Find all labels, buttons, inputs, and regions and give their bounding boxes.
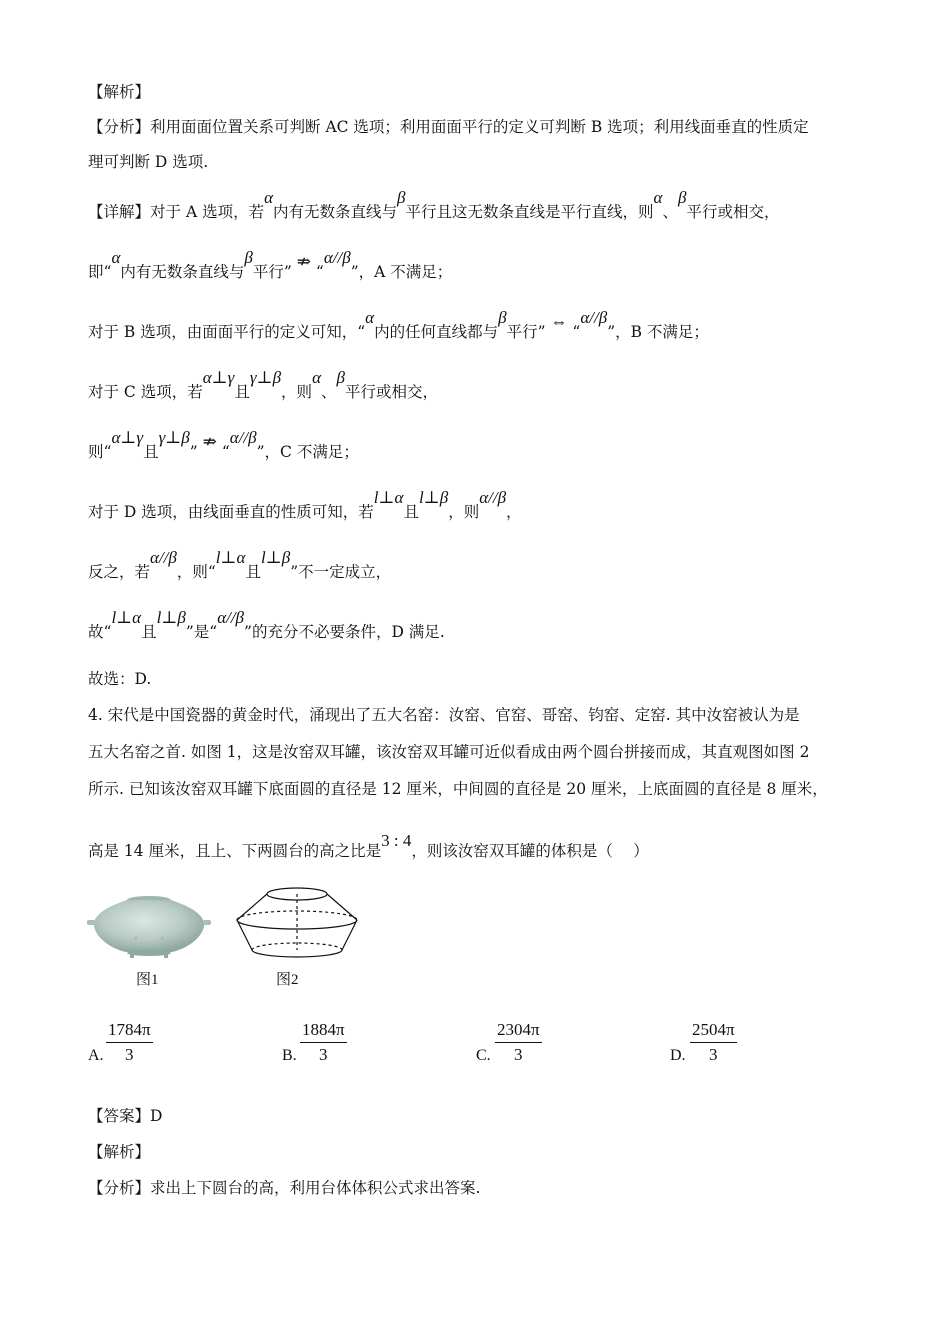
jiexi-heading-2: 【解析】 [88, 1143, 151, 1161]
text: 对于 A 选项，若 [150, 203, 265, 221]
text: ，则 [281, 383, 313, 401]
text: 对于 B 选项，由面面平行的定义可知，“ [88, 323, 366, 341]
fenxi-tag: 【分析】 [88, 1179, 151, 1197]
l-symbol: l [111, 608, 117, 627]
alpha-symbol: α [264, 188, 274, 207]
fenxi-tag: 【分析】 [88, 118, 151, 136]
line-c-2 [88, 428, 359, 462]
answer-line: 【答案】D [88, 1107, 163, 1125]
option-b-fraction [300, 1018, 347, 1067]
alpha-symbol: α [365, 308, 375, 327]
text: 反之，若 [88, 563, 151, 581]
fenxi-line-1 [88, 117, 809, 137]
q4-line-3: 所示. 已知该汝窑双耳罐下底面圆的直径是 12 厘米，中间圆的直径是 20 厘米，上底面圆的直径是 8 厘米， [88, 780, 828, 798]
option-a-den: 3 [125, 1045, 134, 1064]
line-d [88, 488, 522, 522]
perp-symbol: ⊥ [378, 488, 395, 507]
text: ，则该汝窑双耳罐的体积是（ ） [411, 842, 649, 860]
text: “ [221, 443, 230, 461]
beta-symbol: β [336, 368, 345, 387]
gamma-symbol: γ [136, 428, 144, 447]
xiangjie-tag: 【详解】 [88, 203, 151, 221]
perp-symbol: ⊥ [116, 608, 133, 627]
alpha-symbol: α [202, 368, 212, 387]
text: ”，B 不满足； [607, 323, 709, 341]
text: 对于 D 选项，由线面垂直的性质可知，若 [88, 503, 374, 521]
q4-line-1: 4. 宋代是中国瓷器的黄金时代，涌现出了五大名窑：汝窑、官窑、哥窑、钧窑、定窑. 其中汝窑被认为是 [88, 706, 800, 724]
line-g [88, 608, 445, 642]
text: 即“ [88, 263, 112, 281]
vase-photo [86, 890, 212, 962]
parallel-expr: α//β [580, 308, 608, 327]
text: 、 [662, 203, 678, 221]
alpha-symbol: α [111, 248, 121, 267]
option-d-fraction [690, 1018, 737, 1067]
parallel-expr: α//β [479, 488, 507, 507]
beta-symbol: β [439, 488, 449, 507]
beta-symbol: β [677, 188, 687, 207]
q4-line-2: 五大名窑之首. 如图 1，这是汝窑双耳罐，该汝窑双耳罐可近似看成由两个圆台拼接而成，其直观图如图 2 [88, 743, 810, 761]
parallel-expr: α//β [217, 608, 245, 627]
text: 内有无数条直线与 [273, 203, 398, 221]
text: ”不一定成立， [290, 563, 392, 581]
option-c-label: C. [476, 1047, 491, 1064]
text: 平行” [506, 323, 546, 341]
line-c [88, 368, 438, 402]
text: ， [506, 503, 522, 521]
line-f [88, 548, 392, 582]
ratio-expr: 3 : 4 [381, 831, 412, 850]
text: 且 [234, 383, 250, 401]
option-c-den: 3 [514, 1045, 523, 1064]
text: ” [189, 443, 198, 461]
frustum-diagram [232, 884, 362, 964]
beta-symbol: β [244, 248, 253, 267]
text: 则“ [88, 443, 112, 461]
text: ”是“ [185, 623, 218, 641]
perp-symbol: ⊥ [423, 488, 440, 507]
perp-symbol: ⊥ [165, 428, 182, 447]
text: 且 [403, 503, 419, 521]
xiangjie-line-a [88, 188, 780, 222]
fenxi-text-1: 利用面面位置关系可判断 AC 选项；利用面面平行的定义可判断 B 选项；利用线面垂直的性质定 [150, 118, 809, 136]
perp-symbol: ⊥ [161, 608, 178, 627]
line-a-2 [88, 248, 453, 282]
text: 对于 C 选项，若 [88, 383, 203, 401]
alpha-symbol: α [653, 188, 663, 207]
perp-symbol: ⊥ [256, 368, 273, 387]
alpha-symbol: α [236, 548, 246, 567]
text: ，则“ [176, 563, 216, 581]
text: 平行” [252, 263, 292, 281]
iff-symbol: ⇔ [550, 312, 568, 331]
text: ”，A 不满足； [350, 263, 453, 281]
option-c-fraction [495, 1018, 542, 1067]
option-a-label: A. [88, 1047, 104, 1064]
text: 内的任何直线都与 [374, 323, 499, 341]
not-imply-symbol: ⇏ [296, 252, 311, 271]
text: 故“ [88, 623, 112, 641]
fenxi-line-q4 [88, 1178, 480, 1198]
fenxi-text: 求出上下圆台的高，利用台体体积公式求出答案. [150, 1179, 481, 1197]
text: 高是 14 厘米，且上、下两圆台的高之比是 [88, 842, 382, 860]
option-d-den: 3 [709, 1045, 718, 1064]
alpha-symbol: α [394, 488, 404, 507]
text: 且 [141, 623, 157, 641]
option-b-den: 3 [319, 1045, 328, 1064]
beta-symbol: β [272, 368, 282, 387]
gamma-symbol: γ [158, 428, 166, 447]
l-symbol: l [418, 488, 424, 507]
text: 、 [321, 383, 337, 401]
parallel-expr: α//β [229, 428, 257, 447]
gamma-symbol: γ [249, 368, 257, 387]
jiexi-heading: 【解析】 [88, 83, 151, 101]
beta-symbol: β [397, 188, 406, 207]
perp-symbol: ⊥ [265, 548, 282, 567]
guxuan-line: 故选：D. [88, 670, 152, 688]
fig1-caption: 图1 [136, 972, 159, 988]
fig2-caption: 图2 [276, 972, 299, 988]
option-d-label: D. [670, 1047, 686, 1064]
option-b-num: 1884π [300, 1018, 347, 1043]
text: ”的充分不必要条件，D 满足. [244, 623, 445, 641]
perp-symbol: ⊥ [211, 368, 228, 387]
text: 平行且这无数条直线是平行直线，则 [405, 203, 654, 221]
text: 平行或相交， [686, 203, 780, 221]
alpha-symbol: α [111, 428, 121, 447]
text: “ [315, 263, 324, 281]
alpha-symbol: α [312, 368, 321, 387]
fenxi-line-2: 理可判断 D 选项. [88, 153, 209, 171]
l-symbol: l [260, 548, 266, 567]
q4-line-4 [88, 831, 649, 861]
text: 且 [245, 563, 261, 581]
beta-symbol: β [281, 548, 291, 567]
perp-symbol: ⊥ [120, 428, 137, 447]
alpha-symbol: α [132, 608, 142, 627]
text: ”，C 不满足； [256, 443, 359, 461]
text: “ [572, 323, 581, 341]
perp-symbol: ⊥ [220, 548, 237, 567]
text: 平行或相交， [344, 383, 438, 401]
option-a-num: 1784π [106, 1018, 153, 1043]
parallel-expr: α//β [150, 548, 177, 567]
option-a-fraction [106, 1018, 153, 1067]
l-symbol: l [215, 548, 221, 567]
not-imply-symbol: ⇏ [202, 432, 217, 451]
beta-symbol: β [177, 608, 186, 627]
line-b [88, 308, 709, 342]
parallel-expr: α//β [323, 248, 351, 267]
beta-symbol: β [498, 308, 507, 327]
option-d-num: 2504π [690, 1018, 737, 1043]
gamma-symbol: γ [227, 368, 235, 387]
option-c-num: 2304π [495, 1018, 542, 1043]
text: ，则 [448, 503, 480, 521]
text: 且 [143, 443, 159, 461]
beta-symbol: β [181, 428, 190, 447]
text: 内有无数条直线与 [120, 263, 245, 281]
l-symbol: l [156, 608, 162, 627]
option-b-label: B. [282, 1047, 297, 1064]
l-symbol: l [373, 488, 379, 507]
